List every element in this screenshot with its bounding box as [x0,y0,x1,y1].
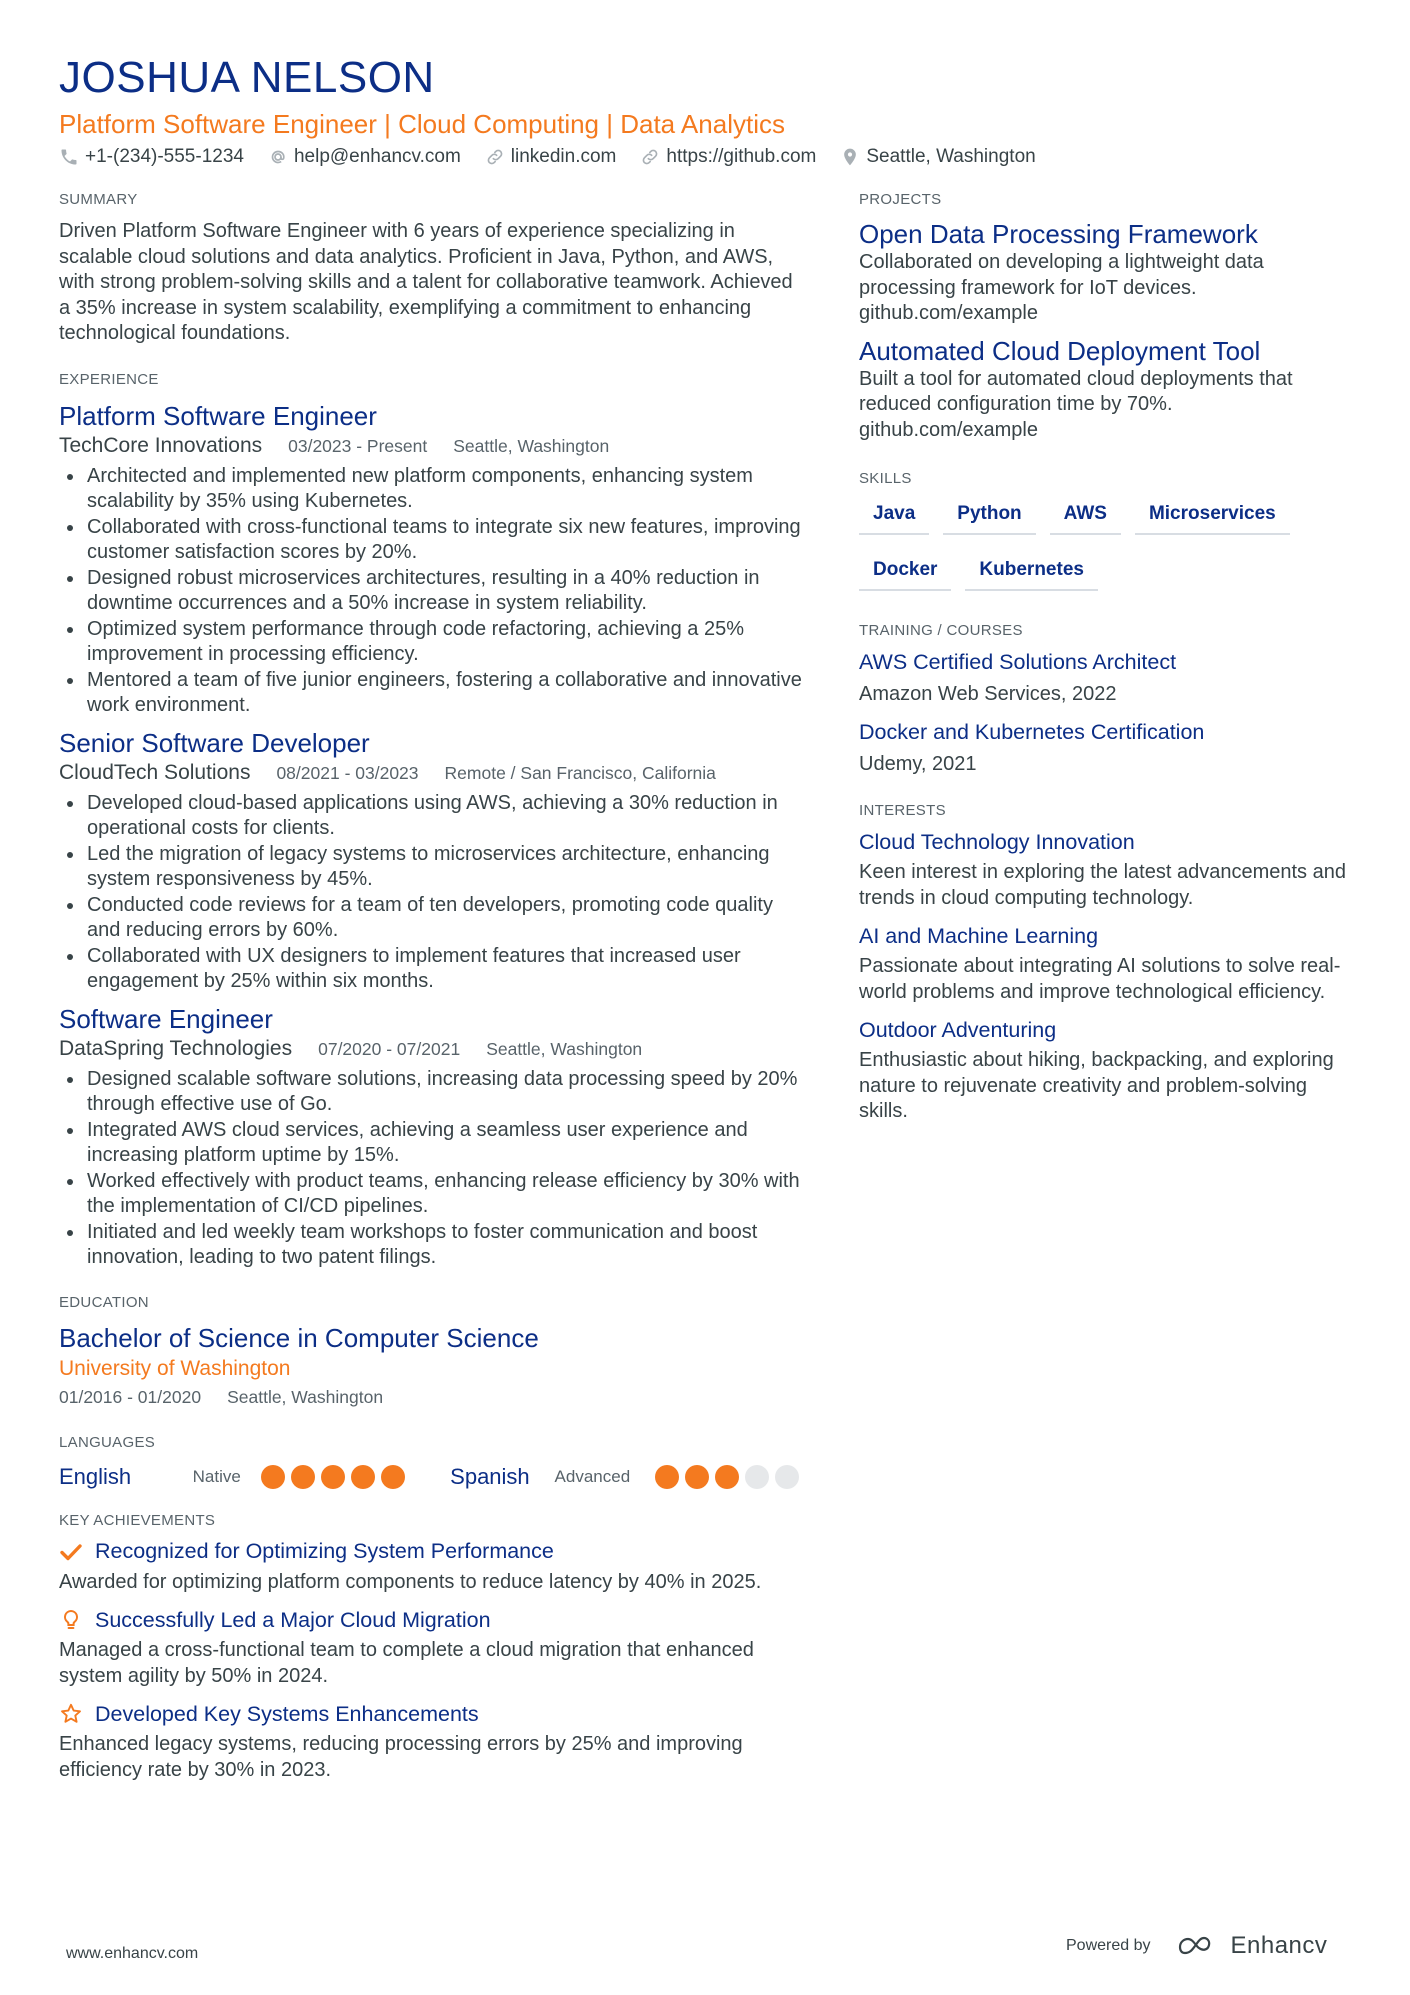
education-school: University of Washington [59,1356,291,1380]
experience-section [59,370,805,1271]
job-bullets [59,1067,805,1271]
job-bullet: Architected and implemented new platform components, enhancing system scalability by 35% using Kubernetes. [59,464,805,515]
powered-by-text: Powered by [1066,1937,1151,1954]
contact-phone-text: +1-(234)-555-1234 [85,146,244,167]
skills-list [859,497,1359,609]
interest-item [859,827,1359,911]
job-bullet: Integrated AWS cloud services, achieving a seamless user experience and increasing platform uptime by 15%. [59,1118,805,1169]
section-label-education: EDUCATION [59,1293,149,1311]
job-meta [59,1035,805,1063]
job-title: Platform Software Engineer [59,400,377,431]
rating-dot-filled [655,1465,679,1489]
job-dates: 07/2020 - 07/2021 [318,1038,461,1059]
job-meta [59,759,805,787]
language-name: Spanish [450,1463,530,1489]
achievements-section [59,1511,805,1784]
job-dates: 08/2021 - 03/2023 [276,762,419,783]
job-company: DataSpring Technologies [59,1036,293,1060]
interest-item [859,1015,1359,1125]
achievement-title: Developed Key Systems Enhancements [95,1701,479,1726]
contact-location-text: Seattle, Washington [866,146,1036,167]
job-bullet: Led the migration of legacy systems to microservices architecture, enhancing system responsiveness by 45%. [59,842,805,893]
job-entry [59,400,805,719]
languages-row [59,1459,805,1495]
projects-section [859,190,1359,443]
project-title: Open Data Processing Framework [859,219,1258,249]
right-column [859,190,1359,1125]
interest-text: Passionate about integrating AI solutions to solve real-world problems and improve technological efficiency. [859,955,1341,1003]
training-item [859,647,1359,711]
enhancv-logo-icon [1177,1934,1223,1958]
summary-section [59,190,805,347]
section-label-languages: LANGUAGES [59,1433,156,1451]
contact-github[interactable] [640,146,816,168]
link-icon [485,147,505,167]
training-item [859,717,1359,781]
achievement-text: Awarded for optimizing platform components to reduce latency by 40% in 2025. [59,1570,762,1593]
achievement-title: Successfully Led a Major Cloud Migration [95,1607,491,1632]
job-entry [59,1003,805,1271]
rating-dot-filled [261,1465,285,1489]
link-icon [640,147,660,167]
skills-section [859,469,1359,609]
job-bullets [59,791,805,995]
achievement-head [59,1537,805,1567]
rating-dot-filled [291,1465,315,1489]
section-label-achievements: KEY ACHIEVEMENTS [59,1511,216,1529]
job-bullet: Designed scalable software solutions, increasing data processing speed by 20% through effective use of Go. [59,1067,805,1118]
interest-text: Enthusiastic about hiking, backpacking, and exploring nature to rejuvenate creativity and problem-solving skills. [859,1049,1334,1122]
summary-text: Driven Platform Software Engineer with 6 years of experience specializing in scalable cloud solutions and data analytics. Proficient in Java, Python, and AWS, with strong problem-solving skills and a talent for collaborative teamwork. Achieved a 35% increase in system scalability, exemplifying a commitment to enhancing technological foundations. [59,220,793,344]
education-dates: 01/2016 - 01/2020 [59,1386,202,1407]
job-bullet: Mentored a team of five junior engineers, fostering a collaborative and innovative work environment. [59,668,805,719]
job-bullet: Initiated and led weekly team workshops to foster communication and boost innovation, leading to two patent filings. [59,1220,805,1271]
achievement-item [59,1699,805,1783]
job-bullet: Conducted code reviews for a team of ten developers, promoting code quality and reducing errors by 60%. [59,893,805,944]
job-location: Remote / San Francisco, California [444,762,716,783]
language-rating [655,1465,805,1489]
project-link[interactable]: github.com/example [859,302,1038,324]
project-description: Collaborated on developing a lightweight data processing framework for IoT devices. [859,251,1264,299]
location-pin-icon [840,147,860,167]
achievement-head [59,1605,805,1635]
rating-dot-empty [745,1465,769,1489]
brand-logo[interactable] [1177,1932,1328,1960]
rating-dot-filled [351,1465,375,1489]
interest-title: Cloud Technology Innovation [859,830,1135,854]
candidate-name: JOSHUA NELSON [59,53,435,102]
skill-tag: Kubernetes [965,553,1098,591]
section-label-experience: EXPERIENCE [59,370,159,388]
brand-name: Enhancv [1230,1932,1328,1959]
rating-dot-filled [685,1465,709,1489]
achievement-title: Recognized for Optimizing System Performance [95,1539,554,1563]
left-column [59,190,805,1783]
section-label-projects: PROJECTS [859,191,942,208]
job-bullet: Optimized system performance through code refactoring, achieving a 25% improvement in processing efficiency. [59,617,805,668]
rating-dot-filled [321,1465,345,1489]
language-name: English [59,1463,132,1489]
job-bullet: Designed robust microservices architectures, resulting in a 40% reduction in downtime occurrences and a 50% increase in system reliability. [59,566,805,617]
language-level: Native [192,1466,241,1486]
contact-email[interactable] [268,146,461,168]
training-provider: Amazon Web Services, 2022 [859,683,1117,705]
job-company: CloudTech Solutions [59,760,251,784]
job-meta [59,432,805,460]
interests-section [859,801,1359,1125]
education-section [59,1293,805,1411]
job-bullets [59,464,805,719]
training-section [859,621,1359,781]
achievement-head [59,1699,805,1729]
at-icon [268,147,288,167]
interest-title: AI and Machine Learning [859,924,1099,948]
project-title: Automated Cloud Deployment Tool [859,335,1261,366]
phone-icon [59,147,79,167]
section-label-interests: INTERESTS [859,802,946,819]
project-link[interactable]: github.com/example [859,418,1038,441]
languages-section [59,1433,805,1495]
education-location: Seattle, Washington [227,1386,384,1407]
interest-title: Outdoor Adventuring [859,1018,1057,1042]
candidate-title: Platform Software Engineer | Cloud Computing | Data Analytics [59,109,785,139]
job-location: Seattle, Washington [486,1038,643,1059]
achievement-item [59,1605,805,1689]
language-rating [261,1465,450,1489]
project-item [859,335,1359,444]
star-icon [59,1702,83,1726]
contact-linkedin[interactable] [485,146,617,168]
project-item [859,218,1359,327]
footer-branding [1066,1932,1327,1960]
skill-tag: AWS [1050,497,1121,535]
section-label-summary: SUMMARY [59,191,138,208]
achievement-text: Managed a cross-functional team to complete a cloud migration that enhanced system agility by 50% in 2024. [59,1639,754,1687]
contact-github-text: https://github.com [666,146,817,167]
job-bullet: Worked effectively with product teams, enhancing release efficiency by 30% with the implementation of CI/CD pipelines. [59,1169,805,1220]
checkmark-icon [59,1540,83,1564]
language-level: Advanced [554,1466,631,1486]
rating-dot-empty [775,1465,799,1489]
job-location: Seattle, Washington [453,435,610,456]
job-bullet: Collaborated with UX designers to implement features that increased user engagement by 25% within six months. [59,944,805,995]
skill-tag: Java [859,497,929,535]
job-bullet: Collaborated with cross-functional teams to integrate six new features, improving customer satisfaction scores by 20%. [59,515,805,566]
rating-dot-filled [715,1465,739,1489]
project-description: Built a tool for automated cloud deployments that reduced configuration time by 70%. [859,367,1293,415]
training-title: Docker and Kubernetes Certification [859,720,1205,744]
interest-text: Keen interest in exploring the latest advancements and trends in cloud computing technology. [859,861,1346,909]
skill-tag: Python [943,497,1035,535]
interest-item [859,921,1359,1005]
training-title: AWS Certified Solutions Architect [859,650,1177,674]
lightbulb-icon [59,1608,83,1632]
education-degree: Bachelor of Science in Computer Science [59,1322,539,1353]
section-label-skills: SKILLS [859,470,912,487]
rating-dot-filled [381,1465,405,1489]
skill-tag: Microservices [1135,497,1290,535]
section-label-training: TRAINING / COURSES [859,622,1023,639]
job-company: TechCore Innovations [59,433,263,457]
job-title: Senior Software Developer [59,727,370,758]
contact-phone[interactable] [59,146,244,168]
skill-tag: Docker [859,553,951,591]
achievement-item [59,1537,805,1596]
education-meta [59,1383,805,1411]
footer-website[interactable]: www.enhancv.com [66,1945,199,1962]
job-bullet: Developed cloud-based applications using AWS, achieving a 30% reduction in operational costs for clients. [59,791,805,842]
training-provider: Udemy, 2021 [859,753,977,775]
job-entry [59,727,805,995]
job-title: Software Engineer [59,1003,273,1034]
contact-email-text: help@enhancv.com [293,146,461,167]
contact-location [840,146,1035,168]
achievement-text: Enhanced legacy systems, reducing processing errors by 25% and improving efficiency rate by 30% in 2023. [59,1733,743,1781]
job-dates: 03/2023 - Present [288,435,428,456]
contact-linkedin-text: linkedin.com [510,146,617,167]
contact-bar [59,144,1060,170]
